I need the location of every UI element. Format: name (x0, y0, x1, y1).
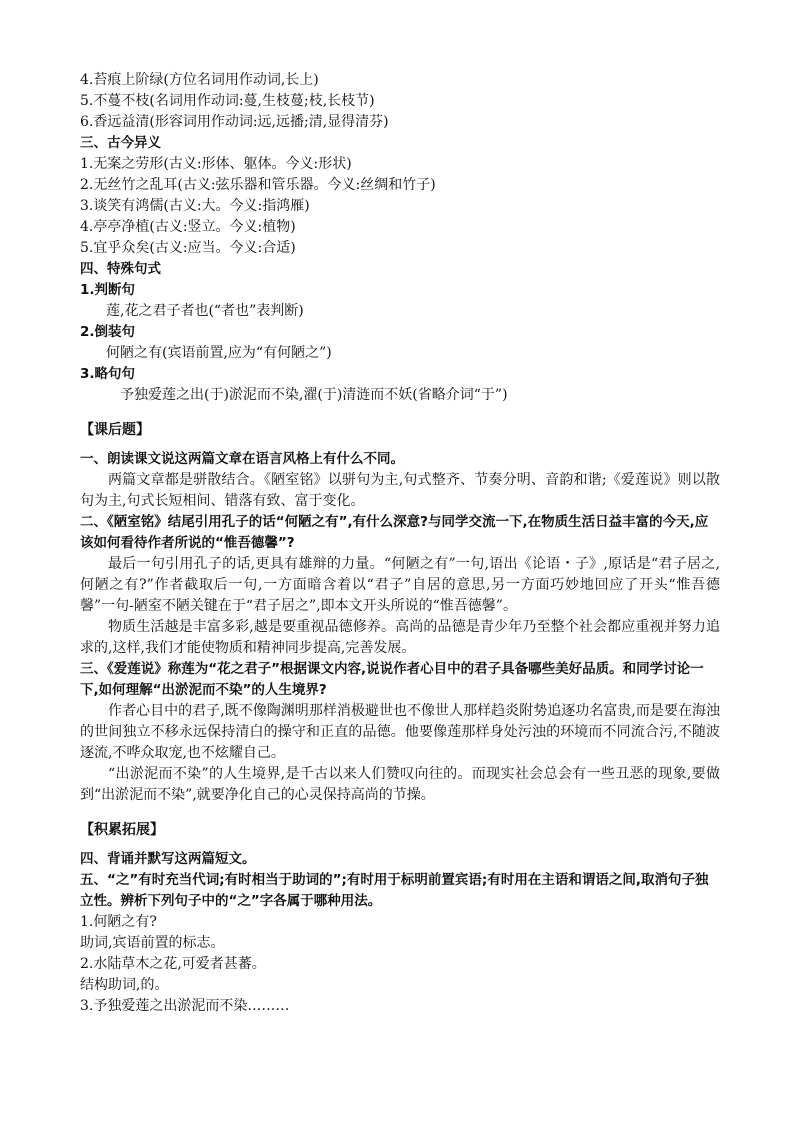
question: 四、背诵并默写这两篇短文。 (80, 851, 256, 867)
answer-paragraph: 两篇文章都是骈散结合。《陋室铭》以骈句为主,句式整齐、节奏分明、音韵和谐;《爱莲说》则以散句为主,句式长短相间、错落有致、富于变化。 (80, 472, 720, 509)
example-line: 莲,花之君子者也(“者也”表判断) (106, 303, 304, 319)
answer-paragraph: “出淤泥而不染”的人生境界,是千古以来人们赞叹向往的。而现实社会总会有一些丑恶的现象,要做到“出淤泥而不染”,就要净化自己的心灵保持高尚的节操。 (80, 766, 720, 803)
text-line: 1.何陋之有? (80, 914, 157, 930)
question: 一、朗读课文说这两篇文章在语言风格上有什么不同。 (80, 451, 404, 467)
answer-paragraph: 最后一句引用孔子的话,更具有雄辩的力量。“何陋之有”一句,语出《论语・子》,原话是“君子居之,何陋之有?”作者截取后一句,一方面暗含着以“君子”自居的意思,另一方面巧妙地回应了开头“惟吾德馨”一句-陋室不陋关键在于“君子居之”,即本文开头所说的“惟吾德馨”。 (80, 556, 720, 614)
text-line: 结构助词,的。 (80, 977, 169, 993)
section-heading: 三、古今异义 (80, 135, 161, 151)
question: 三、《爱莲说》称莲为“花之君子”根据课文内容,说说作者心目中的君子具备哪些美好品质。和同学讨论一下,如何理解“出淤泥而不染”的人生境界? (80, 661, 704, 698)
text-line: 4.亭亭净植(古义:竖立。今义:植物) (80, 219, 296, 235)
subheading: 3.略句句 (80, 366, 136, 382)
subheading: 1.判断句 (80, 282, 136, 298)
text-line: 1.无案之劳形(古义:形体、躯体。今义:形状) (80, 156, 352, 172)
text-line: 助词,宾语前置的标志。 (80, 935, 225, 951)
section-heading: 四、特殊句式 (80, 261, 161, 277)
text-line: 5.宜乎众矣(古义:应当。今义:合适) (80, 240, 296, 256)
text-line: 4.苔痕上阶绿(方位名词用作动词,长上) (80, 72, 319, 88)
text-line: 2.无丝竹之乱耳(古义:弦乐器和管乐器。今义:丝绸和竹子) (80, 177, 436, 193)
text-line: 3.予独爱莲之出淤泥而不染……… (80, 998, 290, 1014)
text-line: 5.不蔓不枝(名词用作动词:蔓,生枝蔓;枝,长枝节) (80, 93, 375, 109)
extension-heading: 【积累拓展】 (80, 822, 164, 838)
question: 五、“之”有时充当代词;有时相当于助词的”;有时用于标明前置宾语;有时用在主语和谓语之间,取消句子独立性。辨析下列句子中的“之”字各属于哪种用法。 (80, 872, 709, 909)
text-line: 2.水陆草木之花,可爱者甚蕃。 (80, 956, 266, 972)
document-page (80, 70, 720, 1017)
answer-paragraph: 作者心目中的君子,既不像陶渊明那样消极避世也不像世人那样趋炎附势追逐功名富贵,而是要在海浊的世间独立不移永远保持清白的操守和正直的品德。他要像莲那样身处污浊的环境而不同流合污,不随波逐流,不哗众取宠,也不炫耀自己。 (80, 703, 720, 761)
example-line: 何陋之有(宾语前置,应为“有何陋之”) (106, 345, 332, 361)
text-line: 3.谈笑有鸿儒(古义:大。今义:指鸿雁) (80, 198, 310, 214)
answer-paragraph: 物质生活越是丰富多彩,越是要重视品德修养。高尚的品德是青少年乃至整个社会都应重视并努力追求的,这样,我们才能使物质和精神同步提高,完善发展。 (80, 619, 720, 656)
question: 二、《陋室铭》结尾引用孔子的话“何陋之有”,有什么深意?与同学交流一下,在物质生活日益丰富的今天,应该如何看待作者所说的“惟吾德馨”? (80, 514, 709, 551)
text-line: 6.香远益清(形容词用作动词:远,远播;清,显得清芬) (80, 114, 389, 130)
subheading: 2.倒装句 (80, 324, 136, 340)
example-line: 予独爱莲之出(于)淤泥而不染,濯(于)清涟而不妖(省略介词“于”) (120, 387, 508, 403)
after-class-heading: 【课后题】 (80, 422, 150, 438)
